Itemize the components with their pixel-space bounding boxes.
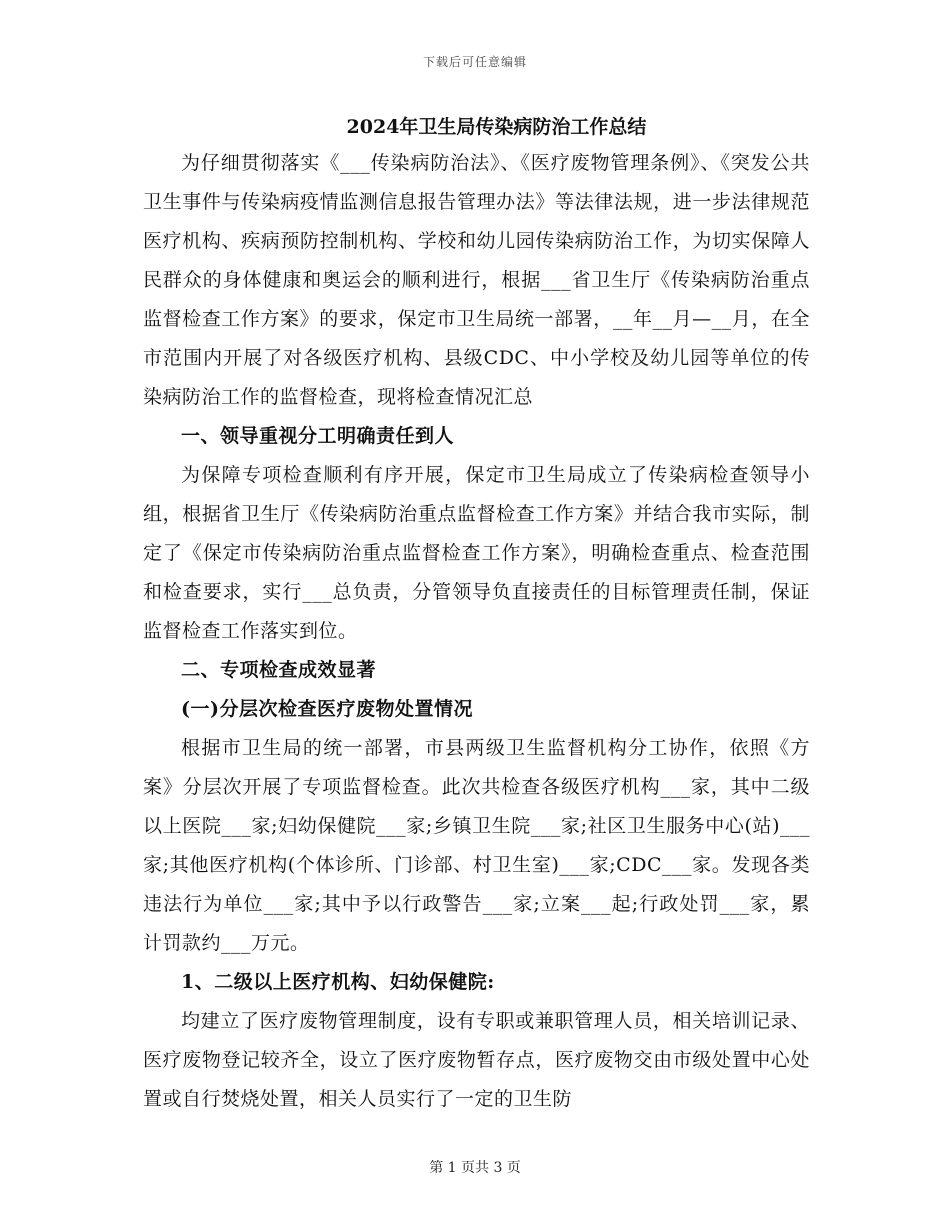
item-heading-1: 1、二级以上医疗机构、妇幼保健院: — [181, 971, 495, 993]
section-heading-2: 二、专项检查成效显著 — [181, 659, 377, 681]
paragraph-inspection: 根据市卫生局的统一部署，市县两级卫生监督机构分工协作，依照《方案》分层次开展了专项监督检查。此次共检查各级医疗机构___家，其中二级以上医院___家;妇幼保健院___家;乡镇卫生院___家;社区卫生服务中心(站)___家;其他医疗机构(个体诊所、门诊部、村卫生室)___家;CDC___家。发现各类违法行为单位___家;其中予以行政警告___家;立案___起;行政处罚___家，累计罚款约___万元。 — [143, 737, 810, 954]
document-body — [143, 110, 810, 1119]
paragraph-hospitals: 均建立了医疗废物管理制度，设有专职或兼职管理人员，相关培训记录、医疗废物登记较齐全，设立了医疗废物暂存点，医疗废物交由市级处置中心处置或自行焚烧处置，相关人员实行了一定的卫生防 — [143, 1010, 810, 1110]
section-heading-1: 一、领导重视分工明确责任到人 — [181, 425, 455, 447]
page-footer: 第 1 页共 3 页 — [429, 1160, 521, 1176]
paragraph-intro: 为仔细贯彻落实《___传染病防治法》、《医疗废物管理条例》、《突发公共卫生事件与传染病疫情监测信息报告管理办法》等法律法规，进一步法律规范医疗机构、疾病预防控制机构、学校和幼儿园传染病防治工作，为切实保障人民群众的身体健康和奥运会的顺利进行，根据___省卫生厅《传染病防治重点监督检查工作方案》的要求，保定市卫生局统一部署，__年__月—__月，在全市范围内开展了对各级医疗机构、县级CDC、中小学校及幼儿园等单位的传染病防治工作的监督检查，现将检查情况汇总 — [143, 152, 810, 408]
page-header: 下载后可任意编辑 — [422, 55, 527, 69]
subsection-heading-1: (一)分层次检查医疗废物处置情况 — [181, 698, 473, 720]
paragraph-leadership: 为保障专项检查顺利有序开展，保定市卫生局成立了传染病检查领导小组，根据省卫生厅《传染病防治重点监督检查工作方案》并结合我市实际，制定了《保定市传染病防治重点监督检查工作方案》，明确检查重点、检查范围和检查要求，实行___总负责，分管领导负直接责任的目标管理责任制，保证监督检查工作落实到位。 — [143, 464, 810, 642]
document-title: 2024年卫生局传染病防治工作总结 — [346, 116, 647, 138]
